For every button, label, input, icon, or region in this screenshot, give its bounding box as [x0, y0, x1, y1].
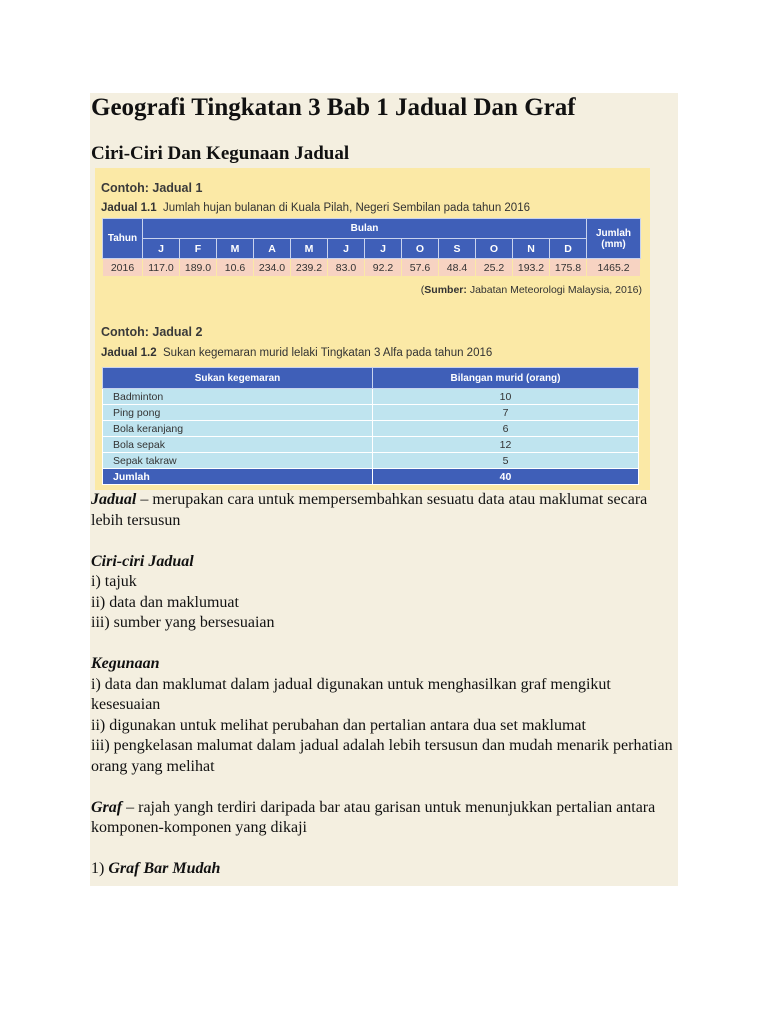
- month-header: J: [328, 239, 365, 259]
- rainfall-cell: 25.2: [476, 259, 513, 277]
- count-cell: 12: [373, 437, 639, 453]
- jadual-def: – merupakan cara untuk mempersembahkan sesuatu data atau maklumat secara lebih tersusun: [91, 491, 648, 529]
- sport-cell: Sepak takraw: [103, 453, 373, 469]
- month-header: J: [365, 239, 402, 259]
- body-text: [91, 490, 675, 880]
- list-item: iii) sumber yang bersesuaian: [91, 614, 275, 631]
- rainfall-cell: 92.2: [365, 259, 402, 277]
- graf-def: – rajah yangh terdiri daripada bar atau garisan untuk menunjukkan pertalian antara komponen-komponen yang dikaji: [91, 798, 656, 836]
- jadual-definition: [91, 490, 675, 531]
- month-header: O: [402, 239, 439, 259]
- table-row: [103, 405, 639, 421]
- table1-caption-line: [101, 202, 530, 214]
- table2-label: Jadual 1.2: [101, 347, 157, 359]
- list-item: ii) digunakan untuk melihat perubahan dan pertalian antara dua set maklumat: [91, 716, 586, 734]
- count-header: Bilangan murid (orang): [373, 368, 639, 389]
- rainfall-cell: 189.0: [180, 259, 217, 277]
- example1-heading: Contoh: Jadual 1: [101, 181, 203, 195]
- total-label-cell: Jumlah: [103, 469, 373, 485]
- graf-bar-heading: Graf Bar Mudah: [108, 860, 221, 877]
- table1-label: Jadual 1.1: [101, 202, 157, 214]
- table-row: [103, 389, 639, 405]
- sport-cell: Bola keranjang: [103, 421, 373, 437]
- example2-heading: Contoh: Jadual 2: [101, 325, 203, 339]
- list-item: i) data dan maklumat dalam jadual digunakan untuk menghasilkan graf mengikut kesesuaian: [91, 675, 611, 713]
- list-item: iii) pengkelasan malumat dalam jadual adalah lebih tersusun dan mudah menarik perhatian orang yang melihat: [91, 737, 673, 775]
- month-group-header: Bulan: [143, 219, 587, 239]
- month-header-row: [103, 239, 641, 259]
- year-cell: 2016: [103, 259, 143, 277]
- total-row: [103, 469, 639, 485]
- graf-bar-heading-line: 1) Graf Bar Mudah: [91, 860, 221, 877]
- count-cell: 10: [373, 389, 639, 405]
- rainfall-cell: 10.6: [217, 259, 254, 277]
- month-header: S: [439, 239, 476, 259]
- kegunaan-heading: Kegunaan: [91, 655, 160, 672]
- total-value-cell: 40: [373, 469, 639, 485]
- month-header: M: [217, 239, 254, 259]
- rainfall-cell: 117.0: [143, 259, 180, 277]
- table1-caption: Jumlah hujan bulanan di Kuala Pilah, Negeri Sembilan pada tahun 2016: [163, 202, 530, 214]
- month-header: N: [513, 239, 550, 259]
- sport-cell: Ping pong: [103, 405, 373, 421]
- rainfall-cell: 83.0: [328, 259, 365, 277]
- month-header: D: [550, 239, 587, 259]
- total-cell: 1465.2: [587, 259, 641, 277]
- table-row: [103, 453, 639, 469]
- table2-caption-line: [101, 347, 492, 359]
- section-subtitle: Ciri-Ciri Dan Kegunaan Jadual: [91, 143, 350, 164]
- count-cell: 6: [373, 421, 639, 437]
- rainfall-table: [102, 218, 641, 277]
- year-header: Tahun: [103, 219, 143, 259]
- table-row: [103, 437, 639, 453]
- rainfall-cell: 57.6: [402, 259, 439, 277]
- list-item: i) tajuk: [91, 573, 137, 590]
- count-cell: 5: [373, 453, 639, 469]
- month-header: M: [291, 239, 328, 259]
- table-row: [103, 421, 639, 437]
- ciri-heading: Ciri-ciri Jadual: [91, 552, 194, 570]
- sport-cell: Bola sepak: [103, 437, 373, 453]
- table-row: [103, 259, 641, 277]
- rainfall-cell: 239.2: [291, 259, 328, 277]
- rainfall-cell: 175.8: [550, 259, 587, 277]
- month-header: O: [476, 239, 513, 259]
- month-header: A: [254, 239, 291, 259]
- page-title: Geografi Tingkatan 3 Bab 1 Jadual Dan Graf: [91, 94, 576, 121]
- sport-header: Sukan kegemaran: [103, 368, 373, 389]
- total-header: Jumlah (mm): [587, 219, 641, 259]
- month-header: J: [143, 239, 180, 259]
- rainfall-cell: 234.0: [254, 259, 291, 277]
- count-cell: 7: [373, 405, 639, 421]
- table2-caption: Sukan kegemaran murid lelaki Tingkatan 3 Alfa pada tahun 2016: [163, 347, 493, 359]
- rainfall-cell: 48.4: [439, 259, 476, 277]
- sport-cell: Badminton: [103, 389, 373, 405]
- rainfall-cell: 193.2: [513, 259, 550, 277]
- graf-definition: [91, 798, 675, 839]
- jadual-term: Jadual: [91, 491, 137, 508]
- favourite-sport-table: [102, 367, 639, 485]
- month-header: F: [180, 239, 217, 259]
- graf-term: Graf: [91, 798, 123, 816]
- table1-source: (Sumber: Jabatan Meteorologi Malaysia, 2016): [420, 284, 642, 296]
- list-item: ii) data dan maklumuat: [91, 593, 239, 611]
- table-figure: [95, 168, 650, 490]
